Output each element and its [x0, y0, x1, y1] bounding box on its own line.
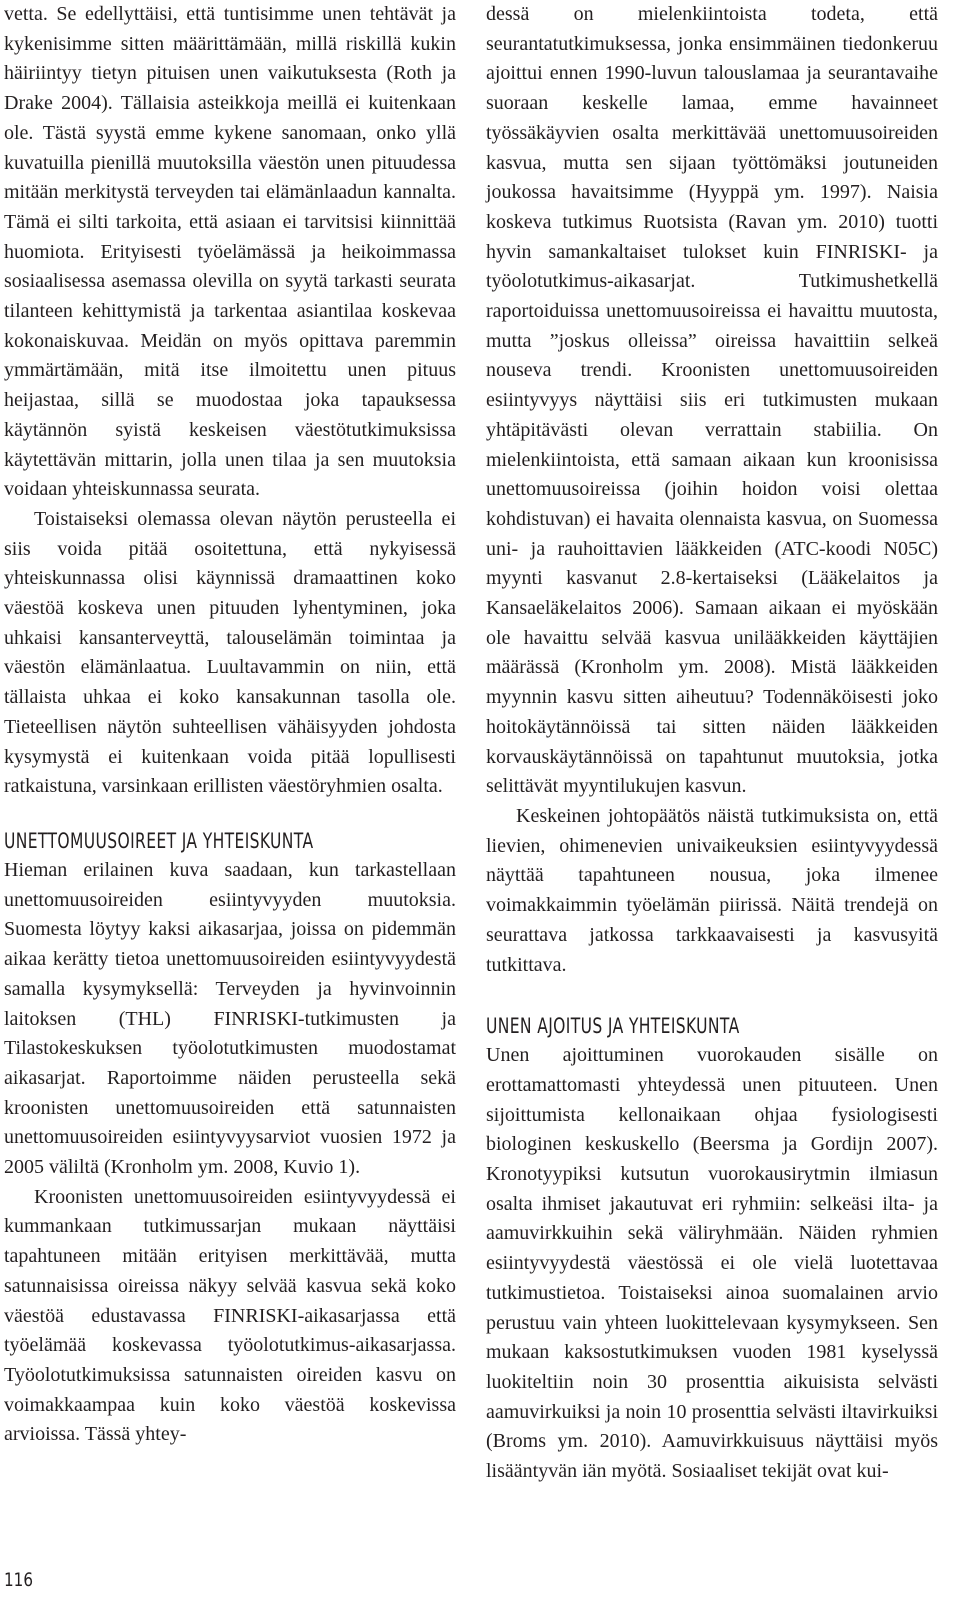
body-paragraph: vetta. Se edellyttäisi, että tuntisimme unen tehtävät ja kykenisimme sitten määrittämään, millä riskillä kukin häiriintyy tietyn pituisen unen vaikutuksesta (Roth ja Drake 2004). Tällaisia asteikkoja meillä ei kuitenkaan ole. Tästä syystä emme kykene sanomaan, onko yllä kuvatuilla pienillä muutoksilla väestön unen pituudessa mitään merkitystä terveyden tai elämänlaadun kannalta. Tämä ei silti tarkoita, että asiaan ei tarvitsisi kiinnittää huomiota. Erityisesti työelämässä ja heikoimmassa sosiaalisessa asemassa olevilla on syytä tarkasti seurata tilanteen kehittymistä ja tarkentaa asiantilaa koskevaa kokonaiskuvaa. Meidän on myös opittava paremmin ymmärtämään, mitä itse ilmoitettu unen pituus heijastaa, sillä se muodostaa joka tapauksessa käytännön syistä keskeisen väestötutkimuksissa käytettävän mittarin, jolla unen tilaa ja sen muutoksia voidaan yhteiskunnassa seurata.: [4, 3, 456, 501]
body-paragraph: Unen ajoittuminen vuorokauden sisälle on erottamattomasti yhteydessä unen pituuteen. Unen sijoittumista kellonaikaan ohjaa fysiologisesti biologinen keskuskello (Beersma ja Gordijn 2007). Kronotyypiksi kutsutun vuorokausirytmin ilmiasun osalta ihmiset jakautuvat eri ryhmiin: selkeäsi ilta- ja aamuvirkkuihin sekä väliryhmään. Näiden ryhmien esiintyvyydestä väestössä ei ole vielä luotettavaa tutkimustietoa. Toistaiseksi ainoa suomalainen arvio perustuu vain yhteen luokittelevaan kysymykseen. Sen mukaan kaksostutkimuksen vuoden 1981 kyselyssä luokiteltiin noin 30 prosenttia aikuisista selvästi aamuvirkuiksi ja noin 10 prosenttia selvästi iltavirkuiksi (Broms ym. 2010). Aamuvirkkuisuus näyttäisi myös lisääntyvän iän myötä. Sosiaaliset tekijät ovat kui-: [486, 1044, 938, 1483]
section-heading: UNEN AJOITUS JA YHTEISKUNTA: [486, 1014, 740, 1039]
body-paragraph: Keskeinen johtopäätös näistä tutkimuksista on, että lievien, ohimenevien univaikeuksien esiintyvyydessä näyttää tapahtuneen nousua, joka ilmenee voimakkaimmin työelämän piirissä. Näitä trendejä on seurattava jatkossa tarkkaavaisesti ja kasvusyitä tutkittava.: [486, 804, 938, 976]
right-column: [486, 0, 938, 1487]
body-paragraph: Toistaiseksi olemassa olevan näytön perusteella ei siis voida pitää osoitettuna, että nykyisessä yhteiskunnassa olisi käynnissä dramaattinen koko väestöä koskeva unen pituuden lyhentyminen, joka uhkaisi kansanterveyttä, talouselämän toimintaa ja väestön elämänlaatua. Luultavammin on niin, että tällaista uhkaa ei koko kansakunnan tasolla ole. Tieteellisen näytön suhteellisen vähäisyyden johdosta kysymystä ei kuitenkaan voida pitää lopullisesti ratkaistuna, varsinkaan erillisten väestöryhmien osalta.: [4, 507, 456, 798]
left-column: [4, 0, 456, 1450]
page-number: 116: [4, 1569, 34, 1591]
section-heading: UNETTOMUUSOIREET JA YHTEISKUNTA: [4, 828, 314, 853]
body-paragraph: dessä on mielenkiintoista todeta, että seurantatutkimuksessa, jonka ensimmäinen tiedonkeruu ajoittui ennen 1990-luvun talouslamaa ja seurantavaihe suoraan keskelle lamaa, emme havainneet työssäkäyvien osalta merkittävää unettomuusoireiden kasvua, mutta sen sijaan työttömäksi joutuneiden joukossa havaitsimme (Hyyppä ym. 1997). Naisia koskeva tutkimus Ruotsista (Ravan ym. 2010) tuotti hyvin samankaltaiset tulokset kuin FINRISKI- ja työolotutkimus-aikasarjat. Tutkimushetkellä raportoiduissa unettomuusoireissa ei havaittu muutosta, mutta ”joskus olleissa” oireissa havaittiin selkeä nouseva trendi. Kroonisten unettomuusoireiden esiintyvyys näyttäisi siis eri tutkimusten mukaan yhtäpitävästi olevan verrattain stabiilia. On mielenkiintoista, että samaan aikaan kun kroonisissa unettomuusoireissa (joihin hoidon voisi olettaa kohdistuvan) ei havaita olennaista kasvua, on Suomessa uni- ja rauhoittavien lääkkeiden (ATC-koodi N05C) myynti kasvanut 2.8-kertaiseksi (Lääkelaitos ja Kansaeläkelaitos 2006). Samaan aikaan ei myöskään ole havaittu selvää kasvua unilääkkeiden käyttäjien määrässä (Kronholm ym. 2008). Mistä lääkkeiden myynnin kasvu sitten aiheutuu? Todennäköisesti joko hoitokäytännöissä tai sitten näiden lääkkeiden korvauskäytännöissä on tapahtunut muutoksia, jotka selittävät myyntilukujen kasvun.: [486, 3, 938, 798]
body-paragraph: Kroonisten unettomuusoireiden esiintyvyydessä ei kummankaan tutkimussarjan mukaan näyttäisi tapahtuneen mitään erityisen merkittävää, mutta satunnaisissa oireissa näkyy selvää kasvua sekä koko väestöä edustavassa FINRISKI-aikasarjassa että työelämää koskevassa työolotutkimus-aikasarjassa. Työolotutkimuksissa satunnaisten oireiden kasvu on voimakkaampaa kuin koko väestöä koskevissa arvioissa. Tässä yhtey-: [4, 1185, 456, 1446]
body-paragraph: Hieman erilainen kuva saadaan, kun tarkastellaan unettomuusoireiden esiintyvyyden muutoksia. Suomesta löytyy kaksi aikasarjaa, joissa on pidemmän aikaa kerätty tietoa unettomuusoireiden esiintyvyydestä samalla kysymyksellä: Terveyden ja hyvinvoinnin laitoksen (THL) FINRISKI-tutkimusten ja Tilastokeskuksen työolotutkimusten muodostamat aikasarjat. Raportoimme näiden perusteella sekä kroonisten unettomuusoireiden että satunnaisten unettomuusoireiden esiintyvyysarviot vuosien 1972 ja 2005 väliltä (Kronholm ym. 2008, Kuvio 1).: [4, 858, 456, 1179]
